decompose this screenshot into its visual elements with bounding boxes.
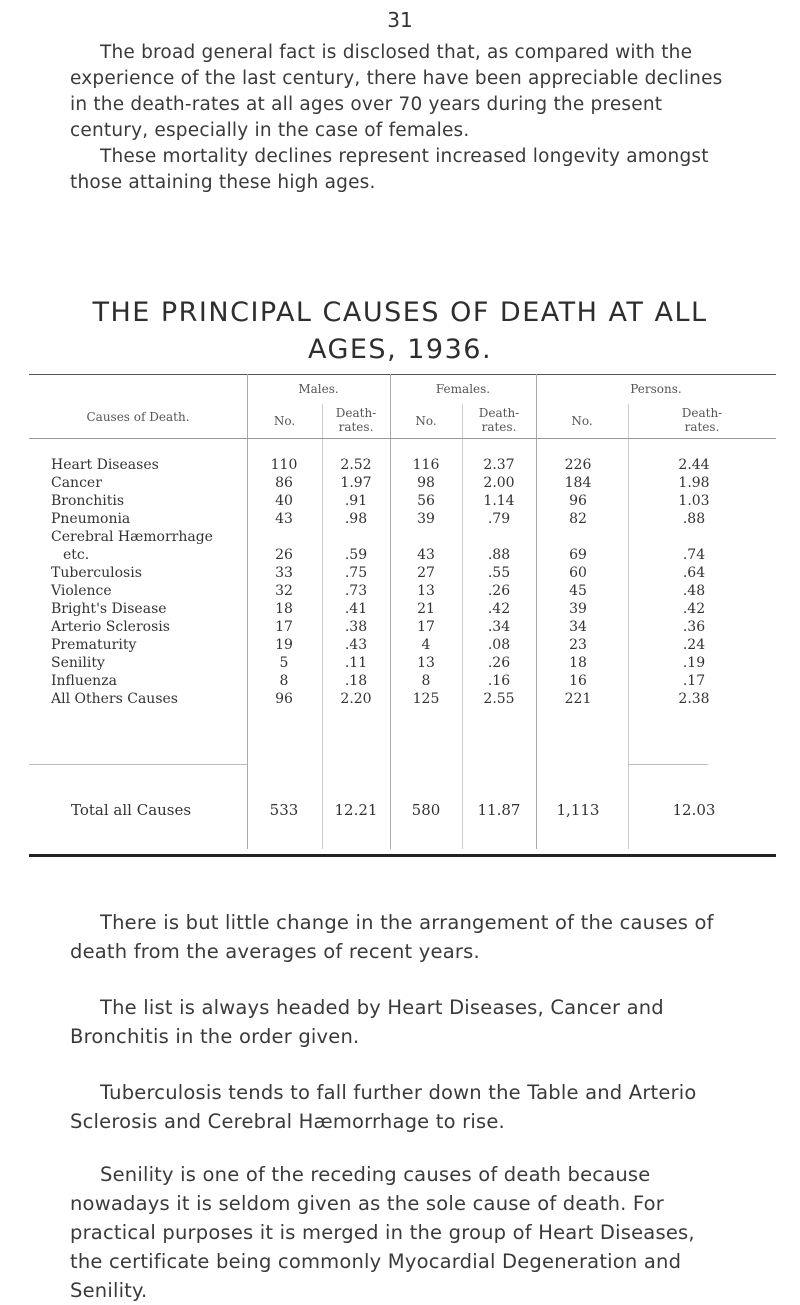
cell-males-no: 19: [275, 637, 293, 653]
cell-females-no: 21: [417, 601, 435, 617]
cell-males-no: 5: [279, 655, 289, 671]
cell-males-no: 18: [275, 601, 293, 617]
cell-persons-no: 34: [569, 619, 587, 635]
cell-females-no: 116: [412, 457, 440, 473]
cell-cause: Pneumonia: [51, 511, 131, 527]
header-males-rates: Death- rates.: [335, 406, 377, 434]
cell-females-rate: 2.37: [483, 457, 515, 473]
header-persons-no: No.: [571, 414, 593, 428]
cell-cause: Violence: [51, 583, 112, 599]
table-row: [29, 583, 776, 600]
closing-paragraph-1-text: There is but little change in the arrangement of the causes of death from the averages of recent years.: [70, 911, 714, 963]
cell-persons-rate: .17: [682, 673, 706, 689]
header-causes: Causes of Death.: [86, 410, 190, 424]
cell-females-rate: .79: [487, 511, 511, 527]
table-title-line-2: AGES, 1936.: [307, 334, 493, 365]
cell-persons-no: 18: [569, 655, 587, 671]
closing-paragraph-3: [70, 1078, 730, 1136]
cell-males-rate: .43: [344, 637, 368, 653]
cell-females-no: 4: [421, 637, 431, 653]
cell-females-rate: .16: [487, 673, 511, 689]
intro-paragraph-1: [70, 40, 730, 144]
cell-females-no: 13: [417, 583, 435, 599]
cell-persons-no: 82: [569, 511, 587, 527]
header-males-no: No.: [273, 414, 296, 428]
table-row: [29, 691, 776, 708]
cell-males-no: 86: [275, 475, 293, 491]
table-row: [29, 601, 776, 618]
cell-females-rate: 1.14: [483, 493, 515, 509]
cell-males-no: 33: [275, 565, 293, 581]
cell-males-rate: .41: [344, 601, 368, 617]
cell-females-no: 8: [421, 673, 431, 689]
cell-persons-rate: .24: [682, 637, 706, 653]
causes-of-death-table: [29, 374, 776, 862]
cell-males-rate: .98: [344, 511, 368, 527]
cell-total-females-rate: 11.87: [477, 801, 521, 819]
cell-males-rate: .59: [344, 547, 368, 563]
cell-males-no: 40: [275, 493, 293, 509]
cell-persons-rate: 2.38: [678, 691, 710, 707]
cell-persons-no: 16: [569, 673, 587, 689]
cell-total-label: Total all Causes: [71, 801, 192, 819]
cell-persons-rate: 1.03: [678, 493, 710, 509]
header-rule: [29, 438, 776, 439]
cell-cause: Heart Diseases: [51, 457, 159, 473]
intro-paragraph-1-text: The broad general fact is disclosed that, as compared with the experience of the last century, there have been appreciable declines in the death-rates at all ages over 70 years during the present century, especially in the case of females.: [70, 42, 723, 141]
table-row: [29, 475, 776, 492]
cell-persons-rate: 2.44: [678, 457, 710, 473]
cell-females-no: 17: [417, 619, 435, 635]
table-row: [29, 565, 776, 582]
header-males: Males.: [298, 382, 339, 396]
cell-males-rate: .38: [344, 619, 368, 635]
page-number: 31: [387, 8, 413, 32]
total-rule-left: [29, 764, 247, 765]
cell-persons-rate: .88: [682, 511, 706, 527]
header-persons-rates: Death- rates.: [681, 406, 723, 434]
table-title-line-1: THE PRINCIPAL CAUSES OF DEATH AT ALL: [92, 297, 708, 328]
table-bottom-rule: [29, 854, 776, 857]
cell-females-rate: .08: [487, 637, 511, 653]
cell-males-rate: 2.20: [340, 691, 372, 707]
cell-persons-no: 69: [569, 547, 587, 563]
cell-females-rate: .42: [487, 601, 511, 617]
cell-males-no: 96: [275, 691, 293, 707]
cell-cause-continued: etc.: [63, 547, 90, 563]
cell-persons-no: 184: [564, 475, 592, 491]
cell-females-no: 125: [412, 691, 440, 707]
table-total-row: [29, 801, 776, 818]
cell-cause: Senility: [51, 655, 105, 671]
header-females-rates: Death- rates.: [478, 406, 520, 434]
cell-persons-rate: .42: [682, 601, 706, 617]
cell-cause: All Others Causes: [51, 691, 178, 707]
cell-males-no: 17: [275, 619, 293, 635]
cell-cause: Bronchitis: [51, 493, 125, 509]
cell-persons-rate: .64: [682, 565, 706, 581]
table-row: [29, 655, 776, 672]
cell-males-no: 110: [270, 457, 298, 473]
cell-persons-no: 23: [569, 637, 587, 653]
cell-persons-no: 45: [569, 583, 587, 599]
cell-persons-no: 60: [569, 565, 587, 581]
cell-males-no: 8: [279, 673, 289, 689]
closing-paragraph-4-text: Senility is one of the receding causes of death because nowadays it is seldom given as the sole cause of death. For practical purposes it is merged in the group of Heart Diseases, the certificate being commonly Myocardial Degeneration and Senility.: [70, 1163, 695, 1302]
closing-paragraph-2: [70, 993, 730, 1051]
table-top-rule: [29, 374, 776, 375]
cell-persons-rate: .74: [682, 547, 706, 563]
cell-cause: Cancer: [51, 475, 102, 491]
cell-females-no: 98: [417, 475, 435, 491]
cell-total-males-rate: 12.21: [334, 801, 378, 819]
cell-cause: Bright's Disease: [51, 601, 167, 617]
header-females-no: No.: [415, 414, 437, 428]
closing-paragraph-1: [70, 908, 730, 966]
cell-persons-rate: .19: [682, 655, 706, 671]
table-row: [29, 529, 776, 546]
cell-males-no: 26: [275, 547, 293, 563]
cell-persons-rate: 1.98: [678, 475, 710, 491]
table-row: [29, 619, 776, 636]
table-row: [29, 673, 776, 690]
cell-cause: Influenza: [51, 673, 117, 689]
cell-males-rate: .75: [344, 565, 368, 581]
cell-persons-no: 39: [569, 601, 587, 617]
cell-females-rate: .88: [487, 547, 511, 563]
cell-males-rate: .11: [344, 655, 368, 671]
closing-paragraph-3-text: Tuberculosis tends to fall further down the Table and Arterio Sclerosis and Cerebral Hæmorrhage to rise.: [70, 1081, 697, 1133]
cell-persons-rate: .36: [682, 619, 706, 635]
cell-cause: Prematurity: [51, 637, 137, 653]
cell-females-rate: 2.00: [483, 475, 515, 491]
cell-males-rate: 1.97: [340, 475, 372, 491]
cell-persons-no: 221: [564, 691, 592, 707]
cell-persons-rate: .48: [682, 583, 706, 599]
cell-total-males-no: 533: [269, 801, 299, 819]
cell-females-no: 56: [417, 493, 435, 509]
cell-males-no: 32: [275, 583, 293, 599]
cell-females-rate: .26: [487, 655, 511, 671]
cell-cause: Arterio Sclerosis: [51, 619, 170, 635]
cell-males-rate: .18: [344, 673, 368, 689]
intro-paragraph-2: [70, 144, 730, 196]
cell-persons-no: 226: [564, 457, 592, 473]
header-persons: Persons.: [630, 382, 682, 396]
table-row: [29, 637, 776, 654]
cell-males-rate: .73: [344, 583, 368, 599]
cell-total-females-no: 580: [411, 801, 441, 819]
cell-cause: Tuberculosis: [51, 565, 142, 581]
cell-males-rate: 2.52: [340, 457, 372, 473]
intro-paragraph-2-text: These mortality declines represent increased longevity amongst those attaining these high ages.: [70, 146, 709, 193]
cell-females-no: 13: [417, 655, 435, 671]
cell-females-rate: 2.55: [483, 691, 515, 707]
header-females: Females.: [435, 382, 491, 396]
cell-females-no: 27: [417, 565, 435, 581]
table-row: [29, 547, 776, 564]
closing-paragraph-4: [70, 1160, 730, 1305]
table-row: [29, 511, 776, 528]
cell-persons-no: 96: [569, 493, 587, 509]
cell-total-persons-no: 1,113: [556, 801, 600, 819]
cell-females-rate: .55: [487, 565, 511, 581]
cell-males-no: 43: [275, 511, 293, 527]
cell-males-rate: .91: [344, 493, 368, 509]
cell-females-rate: .26: [487, 583, 511, 599]
total-rule-right: [628, 764, 708, 765]
closing-paragraph-2-text: The list is always headed by Heart Diseases, Cancer and Bronchitis in the order given.: [70, 996, 664, 1048]
cell-females-rate: .34: [487, 619, 511, 635]
cell-total-persons-rate: 12.03: [672, 801, 716, 819]
cell-cause: Cerebral Hæmorrhage: [51, 529, 213, 545]
cell-females-no: 43: [417, 547, 435, 563]
table-row: [29, 457, 776, 474]
cell-females-no: 39: [417, 511, 435, 527]
table-row: [29, 493, 776, 510]
